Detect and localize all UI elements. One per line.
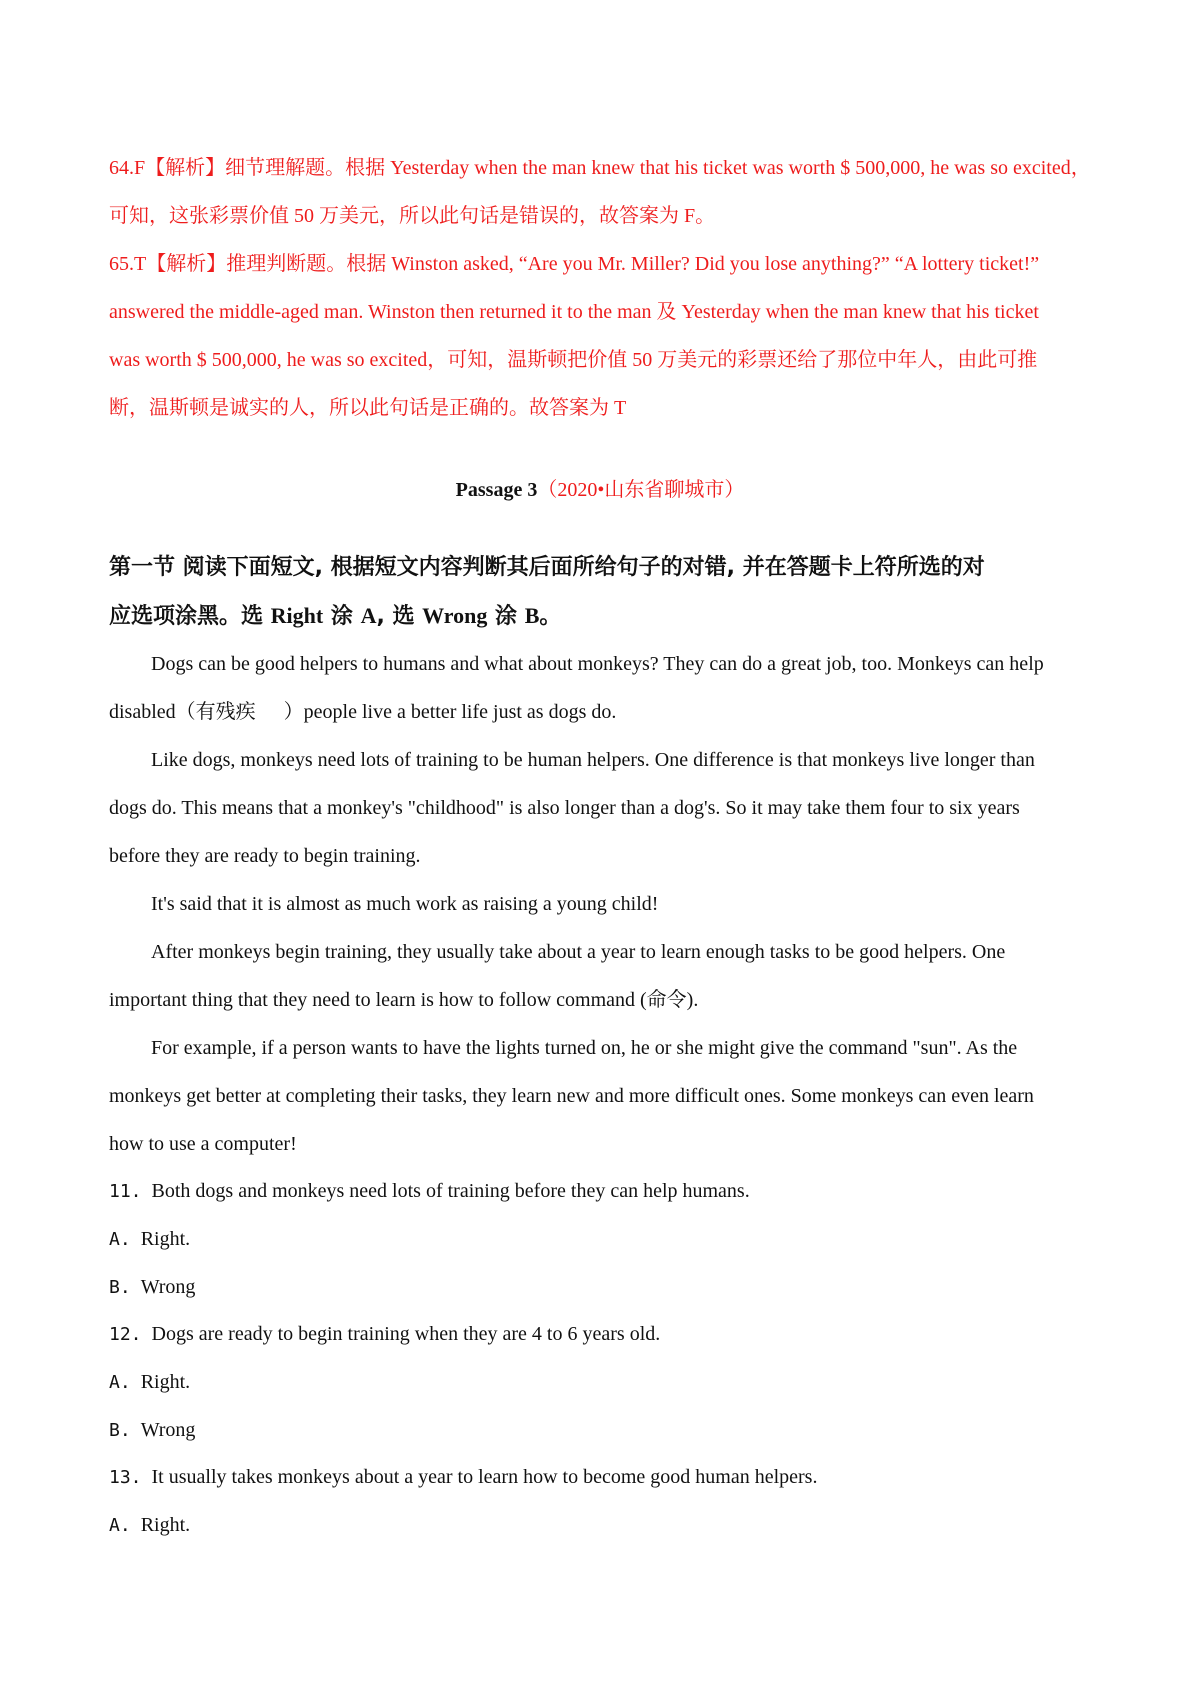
paragraph-1-line-2 xyxy=(109,698,1099,726)
question-number: 11. xyxy=(109,1181,142,1202)
option-text: Right. xyxy=(140,1514,191,1536)
paragraph-fragment: ）people live a better life just as dogs do. xyxy=(283,701,617,723)
analysis-line-3: 65.T【解析】推理判断题。根据 Winston asked, “Are you Mr. Miller? Did you lose anything?” “A lottery ticket!” xyxy=(109,253,1040,275)
question-11-option-a[interactable] xyxy=(109,1225,1099,1254)
option-label: B. xyxy=(109,1277,131,1298)
option-text: Right. xyxy=(140,1228,191,1250)
paragraph-2-line-1: Like dogs, monkeys need lots of training to be human helpers. One difference is that monkeys live longer than xyxy=(151,749,1035,771)
paragraph-2-line-2: dogs do. This means that a monkey's "childhood" is also longer than a dog's. So it may take them four to six years xyxy=(109,797,1020,819)
question-number: 13. xyxy=(109,1467,142,1488)
option-text: Right. xyxy=(140,1371,191,1393)
question-11-option-b[interactable] xyxy=(109,1273,1099,1302)
analysis-line-6: 断，温斯顿是诚实的人，所以此句话是正确的。故答案为 T xyxy=(109,397,627,419)
paragraph-4-line-1: After monkeys begin training, they usually take about a year to learn enough tasks to be good helpers. One xyxy=(151,941,1006,963)
instruction-fragment: 应选项涂黑。选 xyxy=(109,604,271,629)
paragraph-3-line-1: It's said that it is almost as much work as raising a young child! xyxy=(151,893,659,915)
passage-source: （2020•山东省聊城市） xyxy=(537,479,745,501)
paragraph-4-line-2: important thing that they need to learn is how to follow command (命令). xyxy=(109,989,699,1011)
instruction-fragment: 涂 xyxy=(323,604,361,629)
instruction-wrong-word: Wrong xyxy=(422,603,488,628)
paragraph-1-line-1: Dogs can be good helpers to humans and what about monkeys? They can do a great job, too. Monkeys can help xyxy=(151,653,1044,675)
question-12 xyxy=(109,1320,1099,1349)
instruction-fragment: 。 xyxy=(539,604,562,629)
option-text: Wrong xyxy=(140,1276,196,1298)
option-text: Wrong xyxy=(140,1419,196,1441)
question-12-option-a[interactable] xyxy=(109,1368,1099,1397)
question-11 xyxy=(109,1177,1099,1206)
instruction-option-a: A xyxy=(360,603,377,628)
option-label: B. xyxy=(109,1420,131,1441)
instruction-option-b: B xyxy=(524,603,540,628)
option-label: A. xyxy=(109,1229,131,1250)
paragraph-5-line-3: how to use a computer! xyxy=(109,1133,297,1155)
analysis-line-2: 可知，这张彩票价值 50 万美元，所以此句话是错误的，故答案为 F。 xyxy=(109,205,716,227)
passage-title-text: Passage 3 xyxy=(455,479,538,501)
question-text: Dogs are ready to begin training when they are 4 to 6 years old. xyxy=(151,1323,661,1345)
paragraph-fragment: disabled（有残疾 xyxy=(109,701,256,723)
question-number: 12. xyxy=(109,1324,142,1345)
instruction-fragment: 涂 xyxy=(487,604,525,629)
option-label: A. xyxy=(109,1372,131,1393)
instruction-fragment: , 选 xyxy=(376,604,423,629)
instruction-right-word: Right xyxy=(270,603,324,628)
question-13 xyxy=(109,1463,1099,1492)
passage-title xyxy=(0,476,1200,504)
analysis-line-5: was worth $ 500,000, he was so excited，可知，温斯顿把价值 50 万美元的彩票还给了那位中年人，由此可推 xyxy=(109,349,1038,371)
paragraph-2-line-3: before they are ready to begin training. xyxy=(109,845,421,867)
analysis-line-1: 64.F【解析】细节理解题。根据 Yesterday when the man knew that his ticket was worth $ 500,000, he was so excited， xyxy=(109,157,1091,179)
question-13-option-a[interactable] xyxy=(109,1511,1099,1540)
section-instruction-line-2 xyxy=(109,601,1099,632)
analysis-line-4: answered the middle-aged man. Winston then returned it to the man 及 Yesterday when the man knew that his ticket xyxy=(109,301,1039,323)
question-text: It usually takes monkeys about a year to learn how to become good human helpers. xyxy=(151,1466,818,1488)
option-label: A. xyxy=(109,1515,131,1536)
question-12-option-b[interactable] xyxy=(109,1416,1099,1445)
question-text: Both dogs and monkeys need lots of training before they can help humans. xyxy=(151,1180,750,1202)
paragraph-5-line-2: monkeys get better at completing their tasks, they learn new and more difficult ones. Some monkeys can even learn xyxy=(109,1085,1034,1107)
section-instruction-line-1: 第一节 阅读下面短文, 根据短文内容判断其后面所给句子的对错, 并在答题卡上符所选的对 xyxy=(109,555,985,580)
paragraph-5-line-1: For example, if a person wants to have the lights turned on, he or she might give the command "sun". As the xyxy=(151,1037,1018,1059)
